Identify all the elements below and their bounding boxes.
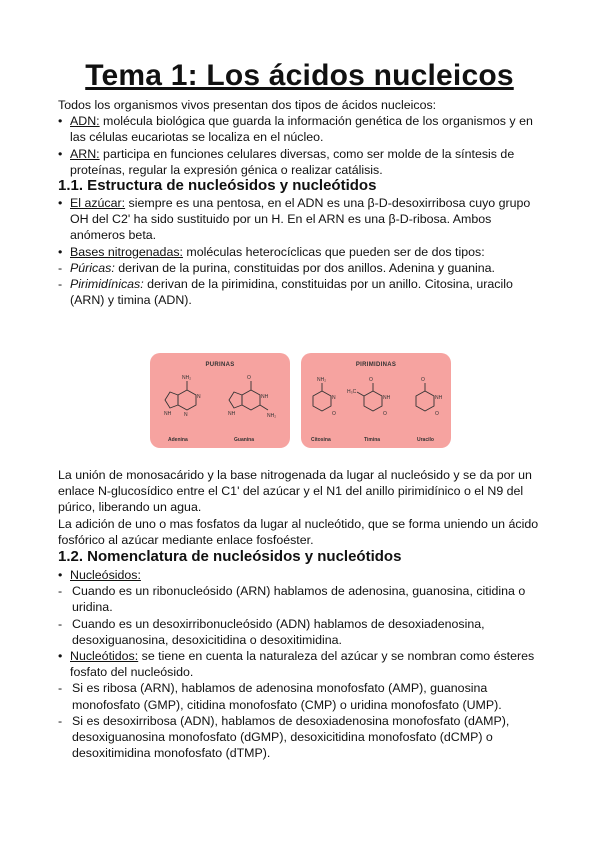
atom-label: O	[421, 377, 425, 383]
term-nucleosidos: Nucleósidos:	[70, 568, 141, 582]
page-title: Tema 1: Los ácidos nucleicos	[85, 59, 514, 92]
bullet-marker: •	[58, 114, 63, 129]
list-item-azucar	[58, 195, 548, 244]
list-item-bases	[58, 244, 548, 260]
atom-label: NH	[228, 411, 236, 417]
atom-label: N	[184, 412, 188, 418]
dash-marker: -	[58, 277, 63, 292]
text-desoxirribosa: Si es desoxirribosa (ADN), hablamos de desoxiadenosina monofosfato (dAMP), desoxiguanosina monofosfato (dGMP), desoxicitidina monofosfato (dCMP) o desoxitimidina monofosfato (dTMP).	[72, 713, 510, 761]
term-nucleotidos: Nucleótidos:	[70, 649, 139, 664]
atom-label: NH₂	[182, 375, 192, 381]
bullet-marker: •	[58, 244, 63, 259]
text-bases: moléculas heterocíclicas que pueden ser de dos tipos:	[182, 244, 485, 259]
text-adn: molécula biológica que guarda la información genética de los organismos y en las células eucariotas se localiza en el núcleo.	[70, 114, 533, 145]
atom-label: O	[332, 411, 336, 417]
list-item-ribosa	[58, 680, 548, 712]
text-arn: participa en funciones celulares diversas, como ser molde de la síntesis de proteínas, regular la expresión génica o realizar catálisis.	[70, 146, 515, 177]
term-arn: ARN:	[70, 146, 100, 161]
text-desoxirribonucleosido: Cuando es un desoxirribonucleósido (ADN) hablamos de desoxiadenosina, desoxiguanosina, desoxicitidina o desoxitimidina.	[72, 616, 485, 647]
atom-label: O	[247, 375, 251, 381]
list-item-puricas	[58, 260, 548, 276]
caption-uracilo: Uracilo	[417, 437, 434, 443]
intro-lead: Todos los organismos vivos presentan dos tipos de ácidos nucleicos:	[58, 98, 437, 112]
union-section	[58, 467, 548, 548]
text-nucleotidos: se tiene en cuenta la naturaleza del azúcar y se nombran como ésteres fosfato del nucleósido.	[70, 649, 535, 680]
term-pirimidinicas: Pirimidínicas:	[70, 277, 144, 292]
atom-label: NH₂	[317, 377, 327, 383]
purinas-panel	[150, 353, 290, 448]
atom-label: N	[332, 395, 336, 401]
atom-label: NH₂	[267, 413, 277, 419]
list-item-desoxirribosa	[58, 713, 548, 762]
atom-label: NH	[261, 394, 269, 400]
bullet-marker: •	[58, 568, 63, 582]
dash-marker: -	[58, 616, 63, 631]
purinas-title: PURINAS	[205, 362, 235, 368]
atom-label: O	[369, 377, 373, 383]
term-azucar: El azúcar:	[70, 196, 126, 210]
dash-marker: -	[58, 584, 63, 599]
section-heading-1-1: 1.1. Estructura de nucleósidos y nucleótidos	[58, 177, 377, 194]
list-item-pirimidinicas	[58, 276, 548, 308]
term-bases: Bases nitrogenadas:	[70, 244, 183, 259]
intro-section	[58, 97, 548, 178]
list-item-nucleotidos	[58, 648, 548, 680]
bullet-marker: •	[58, 146, 63, 161]
text-ribonucleosido: Cuando es un ribonucleósido (ARN) hablamos de adenosina, guanosina, citidina o uridina.	[72, 584, 526, 615]
list-item-nucleosidos	[58, 567, 548, 583]
dash-marker: -	[58, 713, 63, 728]
text-puricas: derivan de la purina, constituidas por dos anillos. Adenina y guanina.	[114, 260, 495, 275]
nucleobase-figure	[150, 353, 450, 448]
atom-label: O	[435, 411, 439, 417]
atom-label: NH	[164, 411, 172, 417]
bullet-marker: •	[58, 196, 63, 210]
term-adn: ADN:	[70, 114, 100, 129]
pirimidinas-title: PIRIMIDINAS	[355, 362, 397, 368]
union-paragraph-1: La unión de monosacárido y la base nitrogenada da lugar al nucleósido y se da por un enlace N-glucosídico entre el C1' del azúcar y el N1 del anillo pirimidínico o el N9 del púrico, liberando un agua.	[58, 468, 532, 515]
pirimidinas-structures	[301, 353, 451, 448]
list-item-adn	[58, 113, 548, 145]
dash-marker: -	[58, 681, 63, 696]
bullet-marker: •	[58, 649, 63, 664]
list-item-desoxirribonucleosido	[58, 616, 548, 648]
section-1-1-body	[58, 195, 548, 308]
purinas-structures	[150, 353, 290, 448]
union-paragraph-2: La adición de uno o mas fosfatos da lugar al nucleótido, que se forma uniendo un ácido fosfórico al azúcar mediante enlace fosfoéster.	[58, 516, 539, 547]
atom-label: NH	[383, 395, 391, 401]
caption-adenina: Adenina	[168, 437, 188, 443]
term-puricas: Púricas:	[70, 260, 115, 275]
dash-marker: -	[58, 260, 63, 275]
list-item-arn	[58, 146, 548, 178]
text-azucar: siempre es una pentosa, en el ADN es una β-D-desoxirribosa cuyo grupo OH del C2' ha sido sustituido por un H. En el ARN es una β-D-ribosa. Ambos anómeros beta.	[70, 196, 531, 243]
list-item-ribonucleosido	[58, 583, 548, 615]
pirimidinas-panel	[301, 353, 451, 448]
caption-citosina: Citosina	[311, 437, 331, 443]
atom-label: H₃C	[347, 389, 357, 395]
atom-label: N	[197, 394, 201, 400]
text-pirimidinicas: derivan de la pirimidina, constituidas por un anillo. Citosina, uracilo (ARN) y timina (ADN).	[70, 277, 513, 308]
atom-label: O	[383, 411, 387, 417]
atom-label: NH	[435, 395, 443, 401]
section-1-2-body	[58, 567, 548, 761]
caption-guanina: Guanina	[234, 437, 255, 443]
caption-timina: Timina	[364, 437, 381, 443]
text-ribosa: Si es ribosa (ARN), hablamos de adenosina monofosfato (AMP), guanosina monofosfato (GMP), citidina monofosfato (CMP) o uridina monofosfato (UMP).	[72, 681, 502, 712]
section-heading-1-2: 1.2. Nomenclatura de nucleósidos y nucleótidos	[58, 548, 402, 565]
